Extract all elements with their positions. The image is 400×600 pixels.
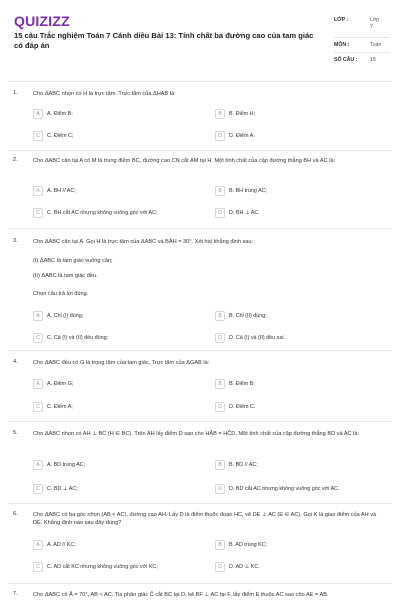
question-divider xyxy=(8,503,392,504)
statement-1: (I) ΔABC là tam giác vuông cân; xyxy=(33,258,113,264)
option-letter: B xyxy=(215,460,225,470)
option-text: B. Điểm B; xyxy=(229,381,255,387)
question-text: Cho ΔABC đều có G là trọng tâm của tam giác. Trực tâm của ΔGAB là: xyxy=(33,360,210,366)
option-text: A. Điểm G; xyxy=(47,381,74,387)
option-letter: A xyxy=(33,540,43,550)
option-text: C. Cả (I) và (II) đều đúng; xyxy=(47,335,109,341)
option-text: A. Điểm B; xyxy=(47,111,73,117)
question-number: 1. xyxy=(13,90,18,96)
count-label: SỐ CÂU : xyxy=(334,57,358,63)
header-divider xyxy=(8,81,392,82)
question-number: 4. xyxy=(13,359,18,365)
question-divider xyxy=(8,150,392,151)
option-letter: C xyxy=(33,333,43,343)
question-divider xyxy=(8,350,392,351)
question-number: 7. xyxy=(13,591,18,597)
option-letter: B xyxy=(215,186,225,196)
question-divider xyxy=(8,421,392,422)
statement-2: (II) ΔABC là tam giác đều. xyxy=(33,273,98,279)
option-letter: D xyxy=(215,131,225,141)
meta-divider xyxy=(334,37,390,38)
option-letter: C xyxy=(33,131,43,141)
question-number: 2. xyxy=(13,157,18,163)
question-divider xyxy=(8,228,392,229)
option-text: D. AD ⊥ KC. xyxy=(229,564,260,570)
option-text: D. BD cắt AC nhưng không vuông góc với AC. xyxy=(229,486,340,492)
option-letter: D xyxy=(215,333,225,343)
option-text: B. Chỉ (II) đúng; xyxy=(229,313,267,319)
option-letter: D xyxy=(215,208,225,218)
option-text: C. BD ⊥ AC; xyxy=(47,486,78,492)
subject-value: Toán xyxy=(370,42,382,48)
question-number: 3. xyxy=(13,238,18,244)
option-text: B. BH trùng AC; xyxy=(229,188,268,194)
option-text: D. Điểm A. xyxy=(229,133,255,139)
option-letter: B xyxy=(215,540,225,550)
option-text: B. AD trùng KC; xyxy=(229,542,268,548)
question-text: Cho ΔABC có ba góc nhọn (AB < AC), đường cao AH. Lấy D là điểm thuộc đoạn HC, vẽ DE ⊥ AC (E ∈ AC). Gọi K là giao điểm của AH và DE. Khẳng định nào sau đây đúng? xyxy=(33,512,377,526)
option-letter: C xyxy=(33,484,43,494)
option-text: C. Điểm A; xyxy=(47,404,73,410)
option-letter: C xyxy=(33,562,43,572)
option-letter: B xyxy=(215,311,225,321)
option-letter: D xyxy=(215,402,225,412)
option-letter: A xyxy=(33,186,43,196)
question-text: Cho ΔABC nhọn có AH ⊥ BC (H ∈ BC). Trên AH lấy điểm D sao cho HÂB = HĈD. Một tính chất của cặp đường thẳng BD và AC là: xyxy=(33,431,360,437)
option-letter: C xyxy=(33,208,43,218)
option-text: C. BH cắt AC nhưng không vuông góc với AC; xyxy=(47,210,158,216)
question-number: 5. xyxy=(13,430,18,436)
meta-divider xyxy=(334,52,390,53)
question-divider xyxy=(8,583,392,584)
option-text: A. AD // KC; xyxy=(47,542,76,548)
option-text: A. BH // AC; xyxy=(47,188,76,194)
class-value: Lớp 7 xyxy=(370,17,380,30)
question-text: Cho ΔABC cân tại A. Gọi H là trực tâm của ΔABC và BÂH = 30°. Xét hai khẳng định sau: xyxy=(33,239,254,245)
option-letter: A xyxy=(33,311,43,321)
option-letter: A xyxy=(33,109,43,119)
count-value: 15 xyxy=(370,57,376,63)
option-letter: A xyxy=(33,460,43,470)
option-text: D. BH ⊥ AC. xyxy=(229,210,260,216)
header xyxy=(0,0,400,80)
option-letter: B xyxy=(215,109,225,119)
option-text: A. BD trùng AC; xyxy=(47,462,86,468)
question-number: 6. xyxy=(13,511,18,517)
option-letter: B xyxy=(215,379,225,389)
option-text: D. Điểm C. xyxy=(229,404,256,410)
question-text: Cho ΔABC có Â = 70°, AB < AC. Tia phân giác Ĉ cắt BC tại D, kẻ BF ⊥ AC tại F, lấy điểm E thuộc AC sao cho AE = AB. xyxy=(33,592,329,598)
option-letter: D xyxy=(215,562,225,572)
instruction: Chọn câu trả lời đúng. xyxy=(33,291,89,297)
subject-label: MÔN : xyxy=(334,42,350,48)
option-text: C. AD cắt KC nhưng không vuông góc với KC; xyxy=(47,564,158,570)
option-text: B. BD // AC; xyxy=(229,462,258,468)
document-title: 15 câu Trắc nghiệm Toán 7 Cánh diều Bài 13: Tính chất ba đường cao của tam giác có đáp án xyxy=(14,31,314,50)
option-letter: D xyxy=(215,484,225,494)
option-text: C. Điểm C; xyxy=(47,133,74,139)
option-text: A. Chỉ (I) đúng; xyxy=(47,313,84,319)
option-letter: A xyxy=(33,379,43,389)
option-text: D. Cả (I) và (II) đều sai. xyxy=(229,335,286,341)
option-letter: C xyxy=(33,402,43,412)
class-label: LỚP : xyxy=(334,17,349,23)
question-text: Cho ΔABC nhọn có H là trực tâm. Trực tâm của ΔHAB là: xyxy=(33,91,176,97)
option-text: B. Điểm H; xyxy=(229,111,256,117)
quizizz-logo: QUIZIZZ xyxy=(14,13,70,29)
question-text: Cho ΔABC cân tại A có M là trung điểm BC, đường cao CN cắt AM tại H. Một tính chất của cặp đường thẳng BH và AC là: xyxy=(33,158,336,164)
